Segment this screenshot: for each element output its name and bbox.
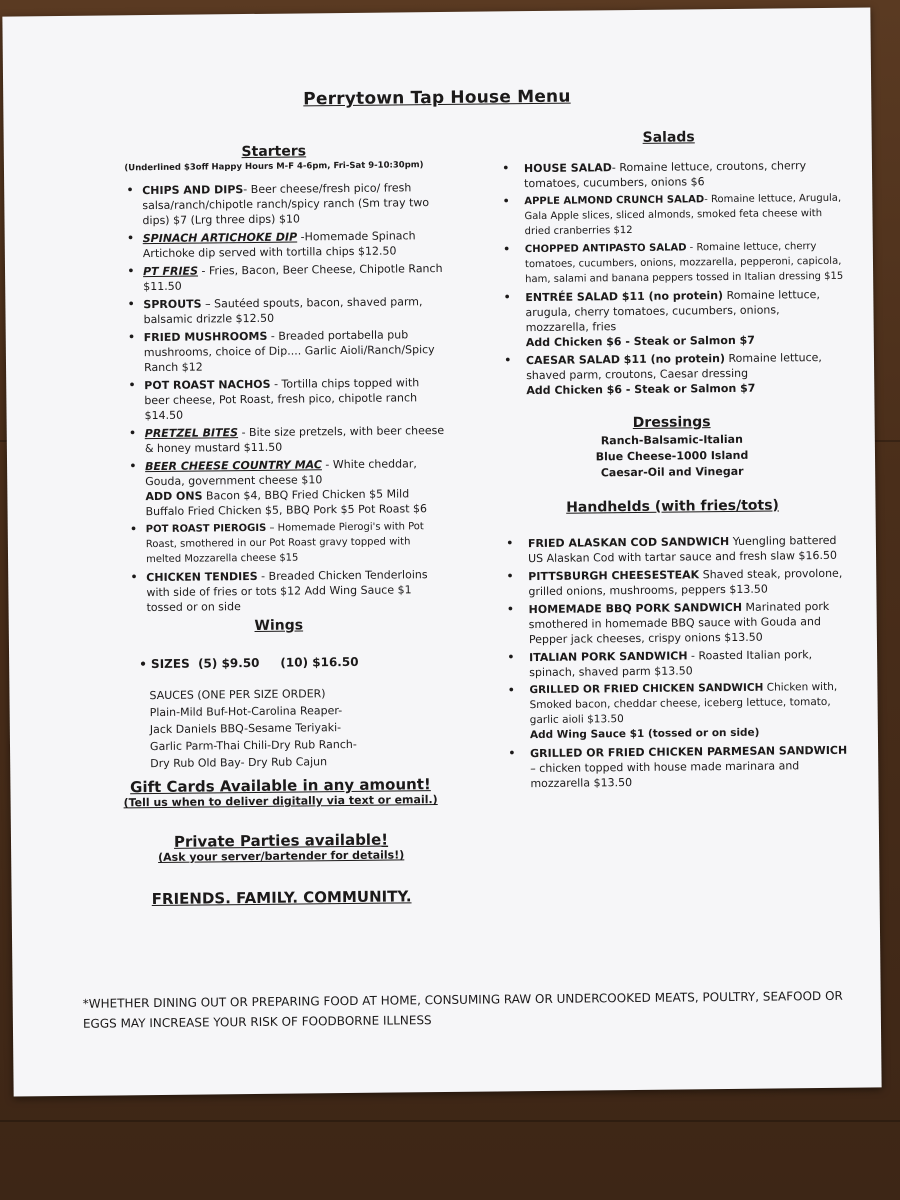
item-name: GRILLED OR FRIED CHICKEN PARMESAN SANDWICH <box>530 743 848 761</box>
item-addon: Add Chicken $6 - Steak or Salmon $7 <box>525 333 755 350</box>
item-name: FRIED ALASKAN COD SANDWICH <box>527 534 730 551</box>
sizes-text: (5) $9.50 (10) $16.50 <box>197 654 359 671</box>
item-name: HOUSE SALAD <box>523 161 612 176</box>
list-item <box>105 294 445 328</box>
item-addon: Add Wing Sauce $1 (tossed or on side) <box>529 726 760 742</box>
item-desc: – Sautéed spouts, bacon, shaved parm, balsamic drizzle $12.50 <box>143 295 423 327</box>
left-column <box>104 142 452 909</box>
item-desc: Shaved steak, provolone, grilled onions, mushrooms, peppers $13.50 <box>528 566 843 599</box>
list-item <box>108 519 448 568</box>
item-name: CHICKEN TENDIES <box>146 569 258 585</box>
item-desc: - Bite size pretzels, with beer cheese & honey mustard $11.50 <box>144 423 445 456</box>
item-desc: Yuengling battered US Alaskan Cod with tartar sauce and fresh slaw $16.50 <box>528 533 838 566</box>
item-desc: - Breaded Chicken Tenderloins with side of fries or tots $12 Add Wing Sauce $1 tossed or on side <box>146 568 428 615</box>
table-grain <box>0 1120 900 1122</box>
list-item <box>105 261 445 295</box>
item-name: CHIPS AND DIPS <box>142 183 244 198</box>
list-item <box>494 158 844 192</box>
dressings-heading: Dressings <box>632 414 711 431</box>
food-safety-disclaimer: *WHETHER DINING OUT OR PREPARING FOOD AT HOME, CONSUMING RAW OR UNDERCOOKED MEATS, POULTRY, SEAFOOD OR EGGS MAY INCREASE YOUR RISK OF FOODBORNE ILLNESS <box>82 988 843 1031</box>
list-item <box>107 423 447 457</box>
list-item <box>499 599 849 648</box>
item-desc: - Romaine lettuce, cherry tomatoes, cucumbers, onions, mozzarella, pepperoni, capicola, ham, salami and banana peppers tossed in Italian dressing $15 <box>524 241 844 286</box>
list-item <box>107 456 448 520</box>
item-desc: - Tortilla chips topped with beer cheese, Pot Roast, fresh pico, chipotle ranch $14.50 <box>144 376 420 423</box>
list-item <box>494 191 844 240</box>
salads-heading: Salads <box>642 129 695 146</box>
item-desc: - Fries, Bacon, Beer Cheese, Chipotle Ranch $11.50 <box>143 261 443 294</box>
sauce-line: Jack Daniels BBQ-Sesame Teriyaki- <box>149 721 342 737</box>
item-desc: - Romaine lettuce, Arugula, Gala Apple slices, sliced almonds, smoked feta cheese with dried cranberries $12 <box>524 192 842 238</box>
item-name: CAESAR SALAD $11 (no protein) <box>525 352 726 368</box>
list-item <box>498 533 848 567</box>
list-item <box>108 567 448 616</box>
item-name: FRIED MUSHROOMS <box>143 329 268 345</box>
wings-heading: Wings <box>254 617 304 634</box>
list-item <box>495 287 846 351</box>
sauces-label: SAUCES (ONE PER SIZE ORDER) <box>149 687 326 703</box>
item-desc: -Homemade Spinach Artichoke dip served with tortilla chips $12.50 <box>142 229 416 261</box>
item-name: APPLE ALMOND CRUNCH SALAD <box>524 194 705 208</box>
item-desc: - Romaine lettuce, croutons, cherry tomatoes, cucumbers, onions $6 <box>524 159 807 191</box>
private-parties-promo: Private Parties available! <box>173 830 389 851</box>
gift-cards-promo: Gift Cards Available in any amount! <box>129 775 431 797</box>
item-desc: – Homemade Pierogi's with Pot Roast, smothered in our Pot Roast gravy topped with melted Mozzarella cheese $15 <box>145 521 424 566</box>
item-name: CHOPPED ANTIPASTO SALAD <box>524 242 687 256</box>
item-desc: Romaine lettuce, shaved parm, croutons, Caesar dressing <box>526 351 822 383</box>
handhelds-heading: Handhelds (with fries/tots) <box>566 497 780 516</box>
starters-heading: Starters <box>241 143 307 161</box>
item-name: PRETZEL BITES <box>144 426 239 441</box>
dressing-line: Blue Cheese-1000 Island <box>595 448 749 464</box>
item-desc: - Beer cheese/fresh pico/ fresh salsa/ranch/chipotle ranch/spicy ranch (Sm tray two dips) $7 (Lrg three dips) $10 <box>142 181 430 228</box>
dressing-line: Caesar-Oil and Vinegar <box>600 464 744 480</box>
wing-sauces <box>149 684 450 772</box>
list-item <box>106 375 446 424</box>
wings-sizes: • SIZES (5) $9.50 (10) $16.50 <box>139 654 359 672</box>
sizes-label: SIZES <box>150 656 190 672</box>
list-item <box>104 180 444 229</box>
item-name: BEER CHEESE COUNTRY MAC <box>145 458 322 474</box>
item-name: PITTSBURGH CHEESESTEAK <box>528 568 700 584</box>
item-desc: Romaine lettuce, arugula, cherry tomatoes, cucumbers, onions, mozzarella, fries <box>525 288 820 335</box>
item-name: HOMEMADE BBQ PORK SANDWICH <box>528 600 743 617</box>
sauce-line: Dry Rub Old Bay- Dry Rub Cajun <box>150 755 328 771</box>
item-name: GRILLED OR FRIED CHICKEN SANDWICH <box>529 681 764 697</box>
list-item <box>496 350 846 399</box>
item-name: SPROUTS <box>143 297 202 312</box>
happy-hour-note: (Underlined $3off Happy Hours M-F 4-6pm, Fri-Sat 9-10:30pm) <box>124 160 424 174</box>
list-item <box>105 228 445 262</box>
item-name: ENTRÉE SALAD $11 (no protein) <box>525 289 724 305</box>
addons-text: Bacon $4, BBQ Fried Chicken $5 Mild Buffalo Fried Chicken $5, BBQ Pork $5 Pot Roast $6 <box>145 487 428 519</box>
list-item <box>500 743 850 792</box>
private-parties-sub: (Ask your server/bartender for details!) <box>158 848 405 864</box>
dressing-line: Ranch-Balsamic-Italian <box>600 432 743 448</box>
tagline: FRIENDS. FAMILY. COMMUNITY. <box>151 887 412 909</box>
item-desc: Chicken with, Smoked bacon, cheddar cheese, iceberg lettuce, tomato, garlic aioli $13.50 <box>529 680 838 727</box>
list-item <box>499 680 850 744</box>
handhelds-list <box>498 533 851 792</box>
sauce-line: Garlic Parm-Thai Chili-Dry Rub Ranch- <box>149 737 357 754</box>
item-desc: – chicken topped with house made marinara and mozzarella $13.50 <box>530 759 800 791</box>
sauce-line: Plain-Mild Buf-Hot-Carolina Reaper- <box>149 704 343 720</box>
list-item <box>499 647 849 681</box>
menu-title: Perrytown Tap House Menu <box>303 86 571 110</box>
item-desc: - White cheddar, Gouda, government cheese $10 <box>145 457 417 489</box>
item-name: PT FRIES <box>142 264 199 279</box>
item-name: POT ROAST PIEROGIS <box>145 522 267 536</box>
item-addon: Add Chicken $6 - Steak or Salmon $7 <box>526 381 756 398</box>
list-item <box>498 566 848 600</box>
list-item <box>106 327 446 376</box>
list-item <box>495 239 845 288</box>
item-name: SPINACH ARTICHOKE DIP <box>142 230 298 246</box>
gift-cards-sub: (Tell us when to deliver digitally via text or email.) <box>123 793 438 810</box>
item-name: ITALIAN PORK SANDWICH <box>529 649 688 665</box>
item-desc: - Breaded portabella pub mushrooms, choice of Dip.... Garlic Aioli/Ranch/Spicy Ranch $12 <box>143 328 435 375</box>
addons-label: ADD ONS <box>145 489 203 504</box>
menu-sheet <box>2 7 881 1096</box>
starters-list <box>104 180 449 616</box>
item-name: POT ROAST NACHOS <box>144 377 271 393</box>
salads-list <box>494 158 846 399</box>
item-desc: Marinated pork smothered in homemade BBQ sauce with Gouda and Pepper jack cheeses, crispy onions $13.50 <box>528 599 830 647</box>
item-desc: - Roasted Italian pork, spinach, shaved parm $13.50 <box>529 648 813 680</box>
right-column <box>494 128 851 795</box>
